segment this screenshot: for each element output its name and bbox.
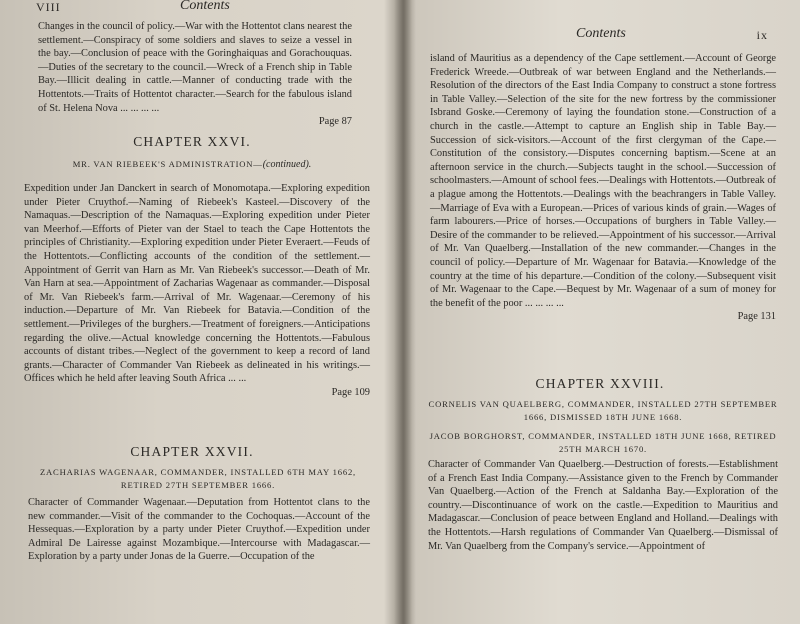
- left-top-continuation-text: Changes in the council of policy.—War with the Hottentot clans nearest the settlement.—Conspiracy of some soldiers and slaves to seize a vessel in the bay.—Conclusion of peace with the Goringhaiquas and Gorachouquas.—Duties of the secretary to the council.—Wreck of a French ship in Table Bay.—Illicit dealing in cattle.—Manner of conducting trade with the Hottentots.—Traits of Hottentot character.—Search for the fabulous island of St. Helena Nova ... ... ... ...: [38, 21, 352, 114]
- book-gutter: [394, 0, 412, 624]
- chapter-27-subheading: ZACHARIAS WAGENAAR, COMMANDER, INSTALLED 6TH MAY 1662, RETIRED 27TH SEPTEMBER 1666.: [39, 467, 356, 490]
- right-top-page-ref: Page 131: [737, 311, 776, 323]
- chapter-26-subheading-text: MR. VAN RIEBEEK'S ADMINISTRATION—: [72, 159, 263, 169]
- chapter-28-subheading-2: JACOB BORGHORST, COMMANDER, INSTALLED 18TH JUNE 1668, RETIRED 25TH MARCH 1670.: [429, 431, 777, 454]
- chapter-26-heading: CHAPTER XXVI.: [133, 134, 251, 149]
- left-folio: VIII: [36, 0, 61, 14]
- left-top-page-ref: Page 87: [318, 116, 352, 128]
- right-running-head: Contents: [576, 26, 626, 41]
- right-folio: ix: [756, 28, 768, 42]
- chapter-26-subheading-continued: (continued).: [262, 159, 312, 170]
- left-page: [22, 0, 370, 624]
- chapter-26-subheading: [22, 158, 362, 171]
- chapter-26-body-text: Expedition under Jan Danckert in search of Monomotapa.—Exploring expedition under Pieter Cruythof.—Naming of Riebeek's Kasteel.—Discovery of the Namaquas.—Description of the Namaquas.—Exploring expedition under Pieter van Meerhof.—Efforts of Pieter van der Stael to teach the Cape Hottentots the principles of Christianity.—Exploring expedition under Pieter Everaert.—Feuds of the Hottentots.—Conflicting accounts of the condition of the settlement.—Appointment of Gerrit van Harn as Mr. Van Riebeek's successor.—Death of Mr. Van Harn at sea.—Appointment of Zacharias Wagenaar as commander.—Disposal of Mr. Van Riebeek's farm.—Arrival of Mr. Wagenaar.—Ceremony of his induction.—Departure of Mr. Van Riebeek for Batavia.—Condition of the settlement.—Privileges of the burghers.—Treatment of foreigners.—Anticipations regarding the olive.—Actual knowledge concerning the Hottentots.—Fabulous accounts of distant tribes.—Neglect of the government to keep a record of land grants.—Character of Commander Van Riebeek as delineated in his writings.—Offices which he held after leaving South Africa ... ...: [24, 183, 370, 385]
- right-top-continuation: [430, 52, 776, 324]
- chapter-27-heading: CHAPTER XXVII.: [130, 444, 254, 459]
- right-top-continuation-text: island of Mauritius as a dependency of the Cape settlement.—Account of George Frederick Wreede.—Outbreak of war between England and the Netherlands.—Resolution of the directors of the East India Company to construct a stone fortress in Table Valley.—Selection of the site for the new fortress by the commissioner Isbrand Goske.—Ceremony of laying the foundation stone.—Construction of a church in the castle.—Attempt to capture an English ship in Table Bay.—Succession of sick-visitors.—Account of the first clergyman of the Cape.—Constitution of the consistory.—Disputes concerning baptism.—Scene at an afternoon service in the church.—Subjects taught in the school.—Succession of schoolmasters.—Amount of school fees.—Dealings with Hottentots.—Outbreak of a plague among the Hottentots.—Dealings with the beachrangers in Table Valley.—Marriage of Eva with a European.—Prices of various kinds of grain.—Wages of farm labourers.—Price of horses.—Occupations of burghers in Table Valley.—Desire of the commander to be relieved.—Appointment of his successor.—Arrival of Mr. Van Quaelberg.—Installation of the new commander.—Changes in the council of policy.—Departure of Mr. Wagenaar for Batavia.—Knowledge of the country at the time of his departure.—Condition of the colony.—Subsequent visit of Mr. Wagenaar to the Cape.—Bequest by Mr. Wagenaar of a sum of money for the benefit of the poor ... ... ... ...: [430, 53, 777, 309]
- left-running-head: Contents: [180, 0, 230, 13]
- chapter-28-heading: CHAPTER XXVIII.: [535, 376, 665, 391]
- right-page: [422, 0, 778, 624]
- chapter-28-body-text: Character of Commander Van Quaelberg.—Destruction of forests.—Establishment of a French East India Company.—Assistance given to the French by Commander Van Quaelberg.—Action of the French at Saldanha Bay.—Exploration of the country.—Discontinuance of work on the castle.—Expedition to Mauritius and Madagascar.—Conclusion of peace between England and Holland.—Dealings with the Hottentots.—Harsh regulations of Commander Van Quaelberg.—Dismissal of Mr. Van Quaelberg from the Company's service.—Appointment of: [428, 459, 778, 552]
- chapter-27-body: [28, 496, 370, 564]
- chapter-26-body: [24, 182, 370, 400]
- left-top-continuation: [38, 20, 352, 129]
- chapter-28-body: [428, 458, 778, 553]
- chapter-28-subheading-1: CORNELIS VAN QUAELBERG, COMMANDER, INSTALLED 27TH SEPTEMBER 1666, DISMISSED 18TH JUNE 1668.: [428, 399, 778, 422]
- chapter-26-page-ref: Page 109: [331, 386, 370, 398]
- chapter-27-body-text: Character of Commander Wagenaar.—Deputation from Hottentot clans to the new commander.—Visit of the commander to the Cochoquas.—Account of the Hessequas.—Exploration by a party under Pieter Cruythof.—Expedition under Admiral De Lairesse against Mozambique.—Intercourse with Madagascar.—Exploration by a party under Jonas de la Guerre.—Occupation of the: [28, 497, 370, 563]
